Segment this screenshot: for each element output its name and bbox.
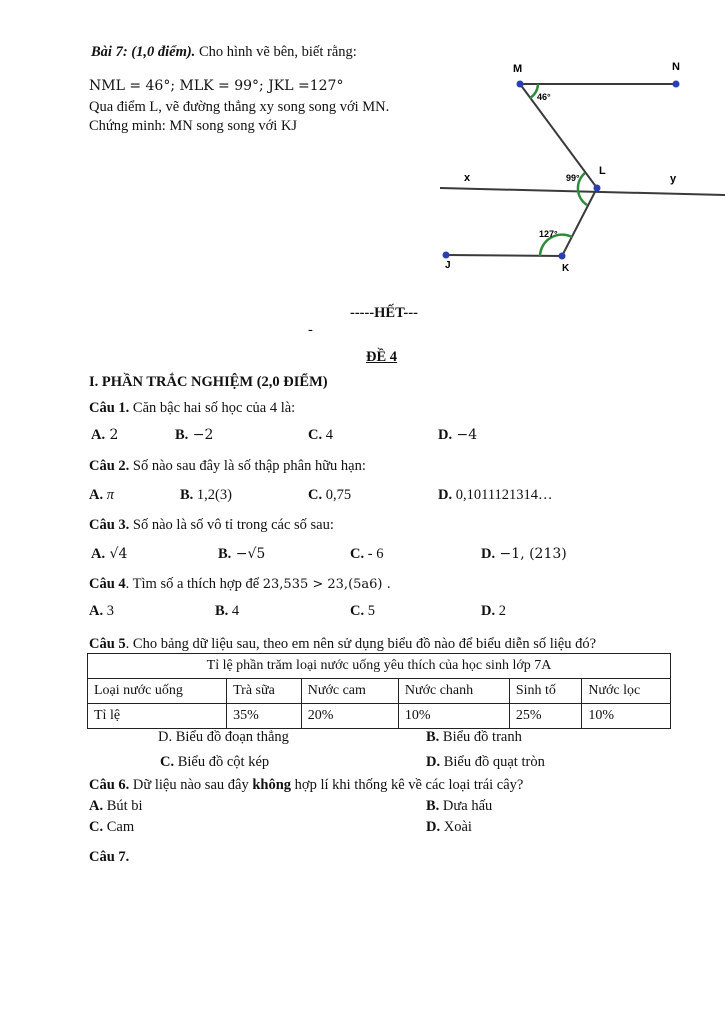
table-cell: Tỉ lệ: [88, 704, 227, 729]
label-l: L: [599, 165, 606, 177]
table-cell: 10%: [582, 704, 671, 729]
bai7-line3: Qua điểm L, vẽ đường thẳng xy song song với MN.: [89, 99, 390, 115]
table-cell: Nước chanh: [398, 679, 509, 704]
q6-option-b: B. Dưa hấu: [426, 798, 493, 814]
point-n: [673, 81, 680, 88]
q2-label: Câu 2.: [89, 458, 130, 474]
q6-option-d: D. Xoài: [426, 819, 472, 835]
q3-text: [89, 517, 334, 534]
q5-label: Câu 5: [89, 636, 126, 652]
bai7-label: Bài 7: (1,0 điểm).: [91, 44, 196, 60]
q3-label: Câu 3.: [89, 517, 130, 533]
q4-option-d: D. 2: [481, 603, 506, 619]
q1-option-c: C. 4: [308, 427, 333, 443]
q2-option-b: B. 1,2(3): [180, 487, 232, 503]
bai7-line4: Chứng minh: MN song song với KJ: [89, 118, 298, 134]
het-dash: -: [308, 322, 313, 338]
line-ml: [520, 84, 597, 188]
q4-expression: 23,535 > 23,(5a6) .: [262, 577, 391, 592]
label-k: K: [562, 263, 570, 274]
table-cell: Loại nước uống: [88, 679, 227, 704]
q4-text: [89, 576, 391, 593]
label-angle-127: 127°: [539, 229, 558, 239]
table-cell: 25%: [509, 704, 581, 729]
point-k: [559, 253, 566, 260]
q3-option-d: D. −1, (213): [481, 546, 567, 562]
label-x: x: [464, 172, 471, 184]
q2-option-d: D. 0,1011121314…: [438, 487, 553, 503]
q1-label: Câu 1.: [89, 400, 130, 416]
q5-text: [89, 636, 596, 653]
q4-option-c: C. 5: [350, 603, 375, 619]
q4-label: Câu 4: [89, 576, 126, 592]
q1-body: Căn bậc hai số học của 4 là:: [129, 400, 296, 416]
q4-option-a: A. 3: [89, 603, 114, 619]
label-m: M: [513, 63, 523, 75]
point-m: [517, 81, 524, 88]
q6-label: Câu 6.: [89, 777, 130, 793]
q1-option-b: B. −2: [175, 427, 214, 443]
q6-option-c: C. Cam: [89, 819, 135, 835]
q2-body: Số nào sau đây là số thập phân hữu hạn:: [129, 458, 366, 474]
q6-emphasis: không: [252, 777, 292, 793]
point-j: [443, 252, 450, 259]
q6-option-a: A. Bút bi: [89, 798, 143, 814]
table-cell: Trà sữa: [227, 679, 302, 704]
label-angle-46: 46°: [537, 92, 551, 102]
point-l: [594, 185, 601, 192]
bai7-given: NML = 46°; MLK = 99°; JKL =127°: [89, 78, 344, 94]
q1-option-d: D. −4: [438, 427, 478, 443]
q4-option-b: B. 4: [215, 603, 240, 619]
q5-data-table: [87, 653, 671, 729]
q5-option-d: D. Biểu đồ quạt tròn: [426, 754, 545, 770]
table-cell: 20%: [301, 704, 398, 729]
table-row: [88, 704, 671, 729]
q3-option-c: C. - 6: [350, 546, 384, 562]
exam-title: ĐỀ 4: [366, 349, 398, 365]
q3-option-b: B. −√5: [218, 546, 266, 562]
table-title-row: [88, 654, 671, 679]
label-angle-99: 99°: [566, 173, 580, 183]
geometry-figure: [440, 55, 725, 290]
q6-text: Câu 6. Dữ liệu nào sau đây không hợp lí khi thống kê về các loại trái cây?: [89, 777, 524, 793]
label-y: y: [670, 173, 677, 185]
q5-option-c: C. Biểu đồ cột kép: [160, 754, 270, 770]
bai7-heading: [91, 44, 357, 61]
table-cell: Sinh tố: [509, 679, 581, 704]
table-header-row: [88, 679, 671, 704]
table-cell: Nước lọc: [582, 679, 671, 704]
q2-option-a: A. π: [89, 487, 114, 503]
table-cell: 35%: [227, 704, 302, 729]
q3-option-a: A. √4: [91, 546, 128, 562]
table-title: Tỉ lệ phần trăm loại nước uống yêu thích của học sinh lớp 7A: [88, 654, 671, 679]
q7-label: Câu 7.: [89, 849, 130, 865]
q2-option-c: C. 0,75: [308, 487, 352, 503]
q3-body: Số nào là số vô tỉ trong các số sau:: [129, 517, 334, 533]
q4-body: . Tìm số a thích hợp để: [125, 576, 263, 592]
het-marker: -----HẾT---: [350, 305, 418, 321]
label-n: N: [672, 61, 680, 73]
section-heading: I. PHẦN TRẮC NGHIỆM (2,0 ĐIỂM): [89, 374, 328, 390]
q5-option-d-line: D. Biểu đồ đoạn thẳng: [158, 729, 289, 745]
q5-body: . Cho bảng dữ liệu sau, theo em nên sử dụng biểu đồ nào để biểu diễn số liệu đó?: [125, 636, 597, 652]
q1-option-a: A. 2: [91, 427, 119, 443]
label-j: J: [445, 260, 451, 271]
line-xy: [440, 188, 725, 195]
table-cell: Nước cam: [301, 679, 398, 704]
q5-option-b: B. Biểu đồ tranh: [426, 729, 522, 745]
q2-text: [89, 458, 366, 475]
q1-text: [89, 400, 295, 417]
bai7-intro: Cho hình vẽ bên, biết rằng:: [195, 44, 357, 60]
line-kj: [446, 255, 562, 256]
table-cell: 10%: [398, 704, 509, 729]
